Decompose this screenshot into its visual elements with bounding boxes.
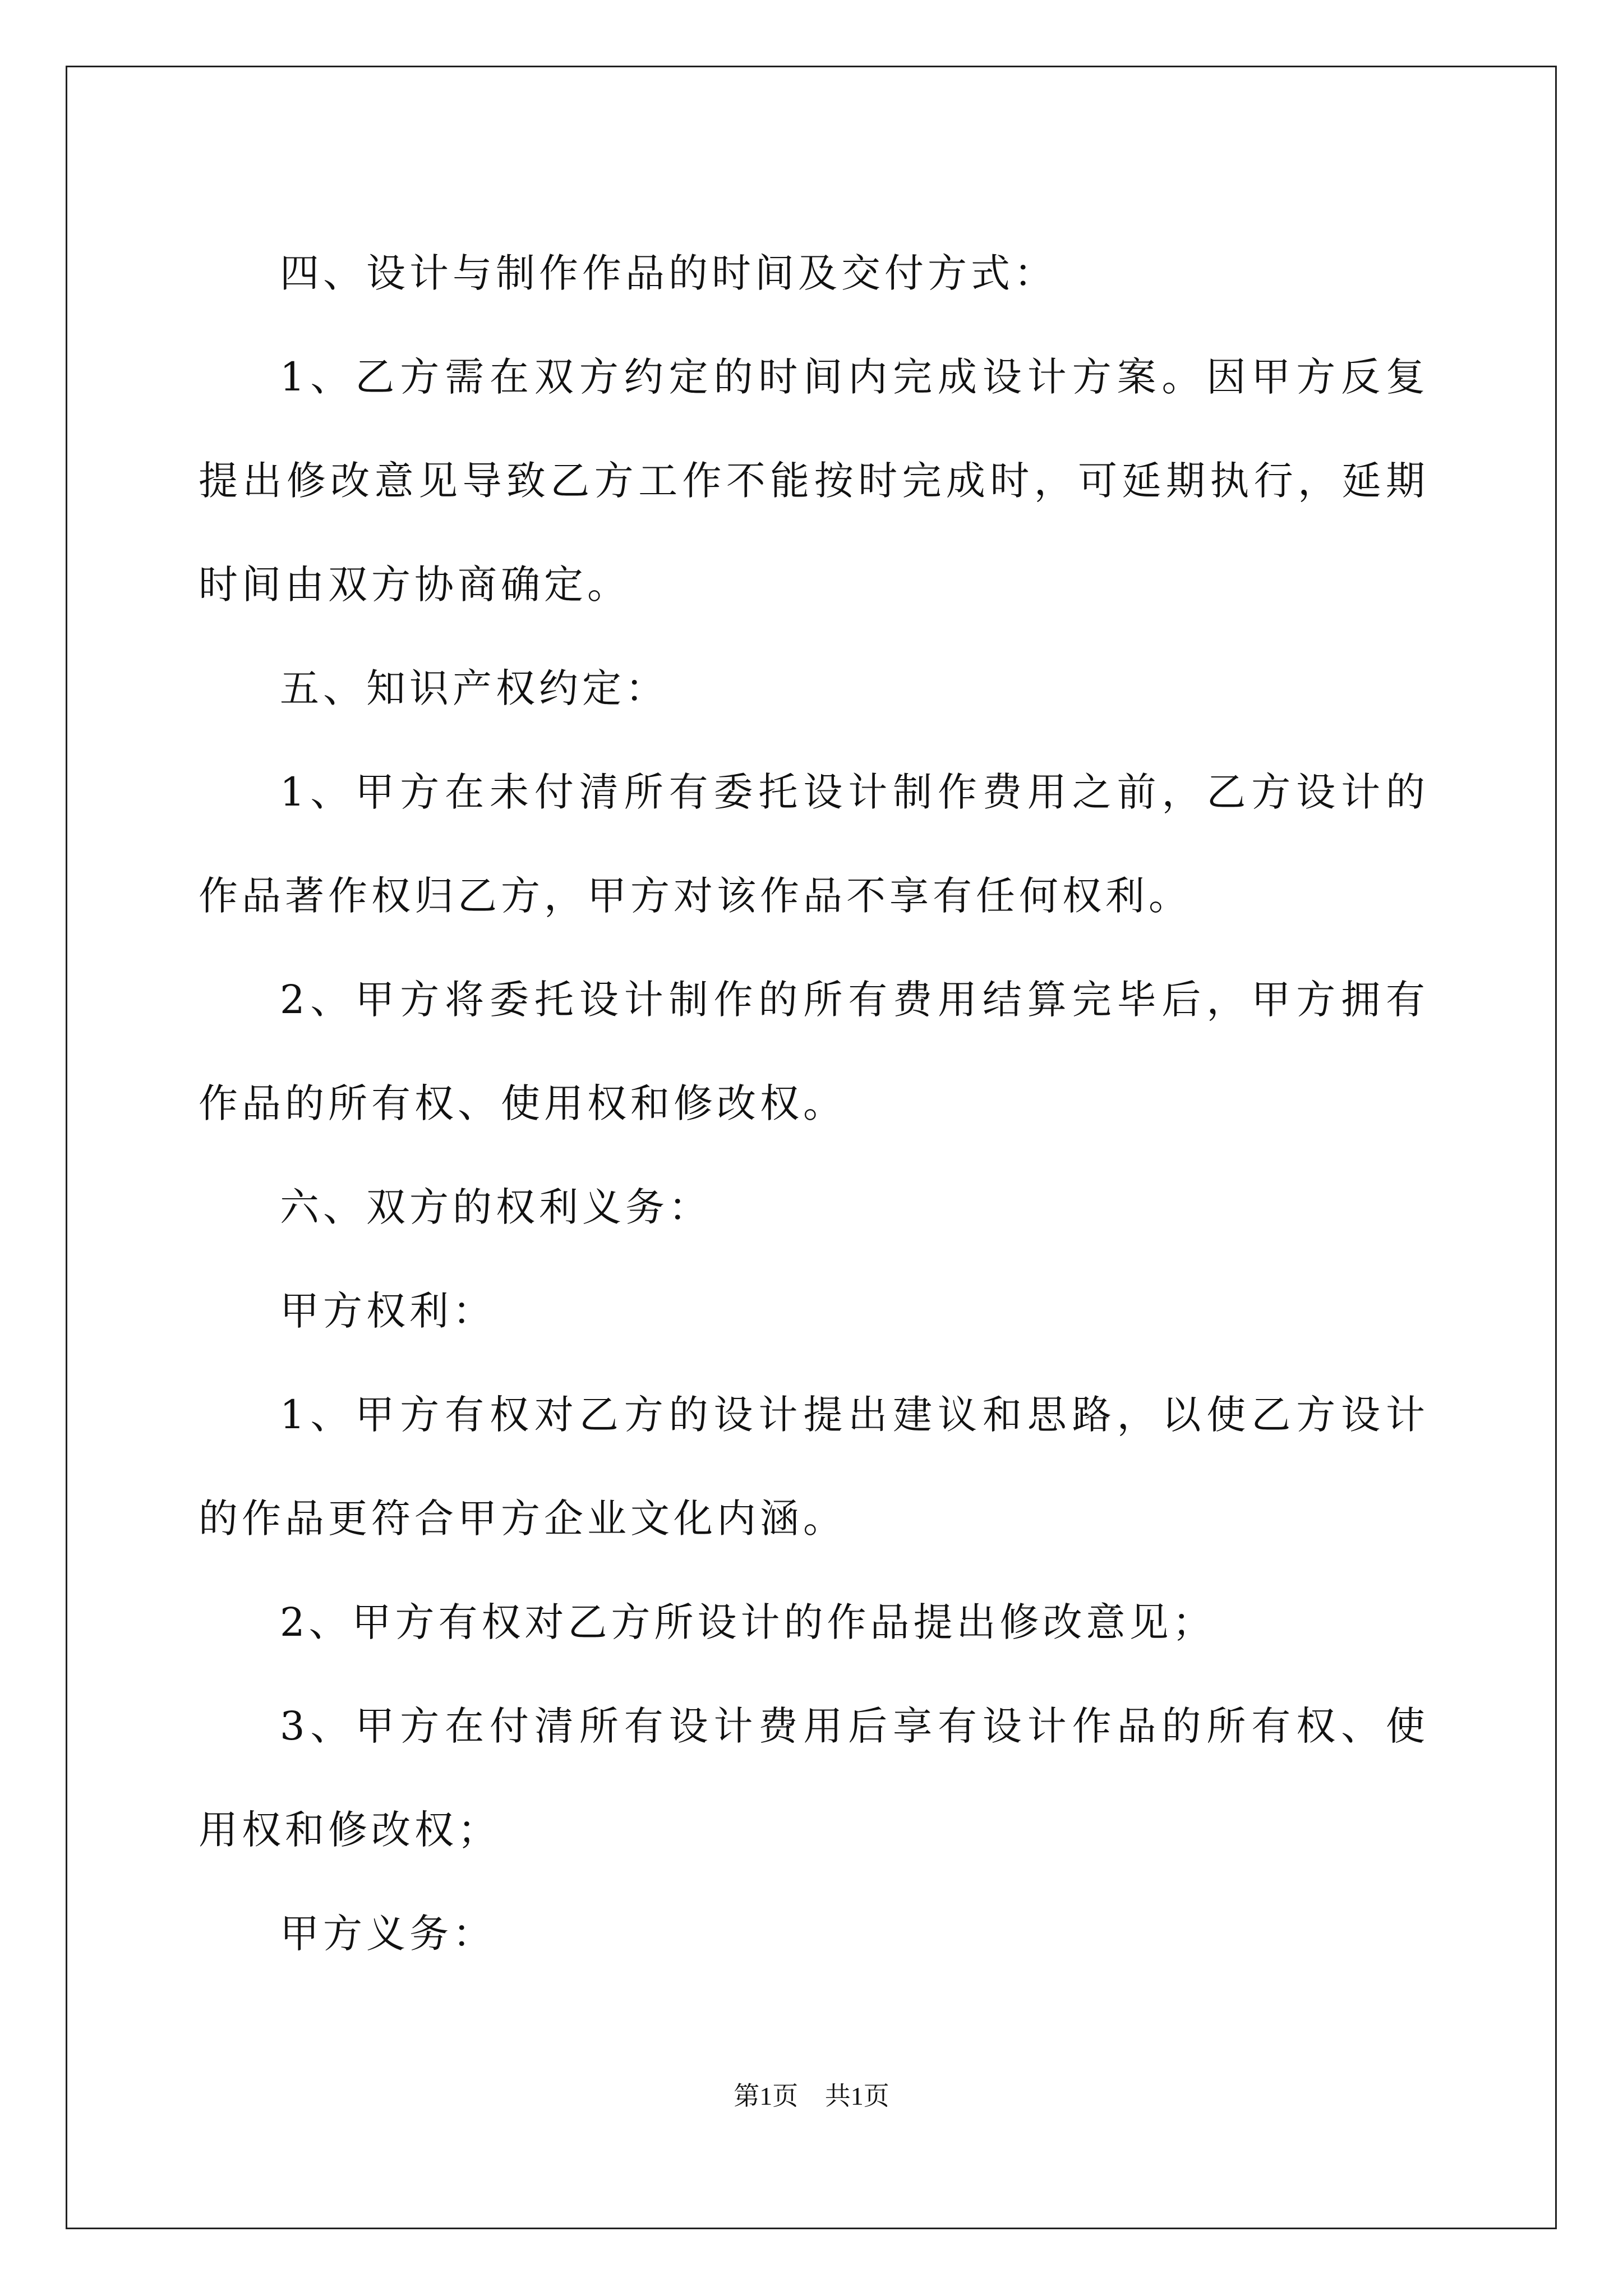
clause-rights-3: 3、甲方在付清所有设计费用后享有设计作品的所有权、使用权和修改权；	[199, 1703, 1429, 1853]
clause-rights-1: 1、甲方有权对乙方的设计提出建议和思路，以使乙方设计的作品更符合甲方企业文化内涵。	[199, 1392, 1429, 1542]
subheading-party-a-rights: 甲方权利：	[280, 1288, 496, 1334]
document-body	[199, 222, 1429, 1986]
section-heading-ip: 五、知识产权约定：	[280, 665, 668, 711]
page-number-current: 第1页	[734, 2082, 799, 2110]
clause-ip-2: 2、甲方将委托设计制作的所有费用结算完毕后，甲方拥有作品的所有权、使用权和修改权。	[199, 977, 1429, 1126]
page-number-total: 共1页	[824, 2082, 889, 2110]
clause-ip-1: 1、甲方在未付清所有委托设计制作费用之前，乙方设计的作品著作权归乙方，甲方对该作品不享有任何权利。	[199, 769, 1429, 919]
subheading-party-a-duties: 甲方义务：	[280, 1911, 496, 1957]
clause-delivery-1: 1、乙方需在双方约定的时间内完成设计方案。因甲方反复提出修改意见导致乙方工作不能按时完成时，可延期执行，延期时间由双方协商确定。	[199, 354, 1429, 608]
page-footer	[0, 2076, 1623, 2113]
section-heading-rights-duties: 六、双方的权利义务：	[280, 1184, 712, 1230]
section-heading-delivery: 四、设计与制作作品的时间及交付方式：	[280, 250, 1057, 296]
clause-rights-2: 2、甲方有权对乙方所设计的作品提出修改意见；	[280, 1599, 1216, 1645]
